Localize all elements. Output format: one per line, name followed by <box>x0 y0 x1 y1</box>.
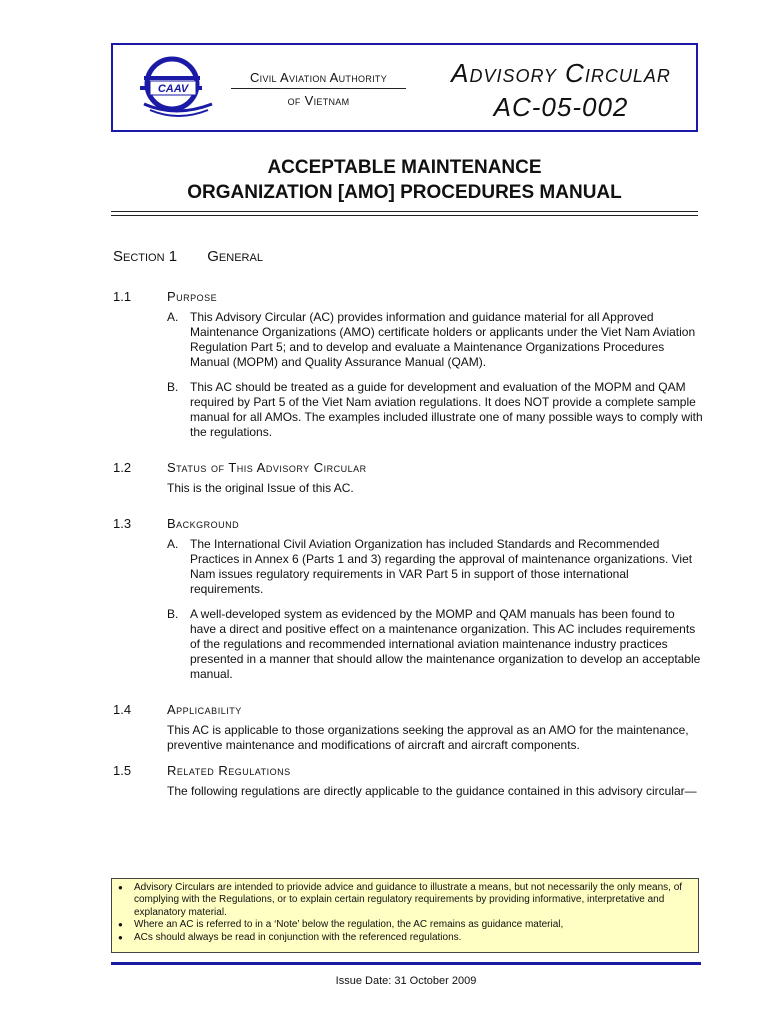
item-label: A. <box>167 537 179 551</box>
subsection-heading-1-2 <box>113 460 703 475</box>
advisory-circular-title: Advisory Circular <box>451 58 671 88</box>
section-heading <box>113 248 263 265</box>
authority-block <box>231 70 406 108</box>
bullet-icon: ● <box>118 883 123 892</box>
notice-bullet <box>118 882 692 919</box>
section-name: General <box>207 248 263 265</box>
subsection-number: 1.3 <box>113 516 132 531</box>
subsection-number: 1.1 <box>113 289 132 304</box>
authority-name: Civil Aviation Authority <box>231 70 406 89</box>
paragraph-item <box>167 310 703 370</box>
document-title-line2: ORGANIZATION [AMO] PROCEDURES MANUAL <box>187 182 622 203</box>
footer-divider <box>111 962 701 965</box>
subsection-title: Related Regulations <box>167 763 291 778</box>
subsection-title: Status of This Advisory Circular <box>167 460 367 475</box>
caav-logo-icon <box>136 56 216 122</box>
subsection-number: 1.2 <box>113 460 132 475</box>
subsection-title: Purpose <box>167 289 218 304</box>
title-divider <box>111 211 698 216</box>
item-text: The International Civil Aviation Organization has included Standards and Recommended Practices in Annex 6 (Parts 1 and 3) regarding the approval of maintenance organizations. Viet Nam issues regulatory requirements in VAR Part 5 in support of those international requirements. <box>190 537 693 596</box>
notice-text: ACs should always be read in conjunction with the referenced regulations. <box>134 931 462 943</box>
issue-date: Issue Date: 31 October 2009 <box>335 975 477 987</box>
header-box <box>111 43 698 132</box>
paragraph-text: The following regulations are directly applicable to the guidance contained in this advisory circular— <box>167 784 697 798</box>
item-label: B. <box>167 380 179 394</box>
subsection-number: 1.4 <box>113 702 132 717</box>
notice-bullet <box>118 932 692 944</box>
subsection-number: 1.5 <box>113 763 132 778</box>
document-body <box>113 289 703 809</box>
subsection-heading-1-5 <box>113 763 703 778</box>
item-label: A. <box>167 310 179 324</box>
bullet-icon: ● <box>118 920 123 930</box>
paragraph-item <box>167 537 703 597</box>
subsection-title: Background <box>167 516 240 531</box>
paragraph-text: This AC is applicable to those organizations seeking the approval as an AMO for the maintenance, preventive maintenance and modifications of aircraft and aircraft components. <box>167 723 689 752</box>
notice-bullet <box>118 919 692 931</box>
bullet-icon: ● <box>118 932 123 942</box>
section-number: Section 1 <box>113 248 178 265</box>
item-label: B. <box>167 607 179 621</box>
notice-text: Where an AC is referred to in a ‘Note’ below the regulation, the AC remains as guidance material, <box>134 919 564 931</box>
advisory-circular-number: AC-05-002 <box>493 92 629 122</box>
paragraph-item <box>167 380 703 440</box>
item-text: A well-developed system as evidenced by the MOMP and QAM manuals has been found to have a direct and positive effect on a maintenance organization. This AC includes requirements of the regulations and recommended international aviation maintenance industry practices presented in a manner that should allow the maintenance organization to develop an acceptable manual. <box>190 607 701 681</box>
subsection-heading-1-4 <box>113 702 703 717</box>
item-text: This Advisory Circular (AC) provides information and guidance material for all Approved Maintenance Organizations (AMO) certificate holders or applicants under the Viet Nam Aviation Regulation Part 5; and to develop and evaluate a Maintenance Organizations Procedures Manual (MOPM) and Quality Assurance Manual (QAM). <box>190 310 696 369</box>
paragraph-text: This is the original Issue of this AC. <box>167 481 354 495</box>
logo-text: CAAV <box>157 83 189 95</box>
advisory-notice-box <box>111 878 699 953</box>
authority-country: of Vietnam <box>287 93 350 108</box>
subsection-heading-1-1 <box>113 289 703 304</box>
subsection-title: Applicability <box>167 702 242 717</box>
notice-text: Advisory Circulars are intended to priovide advice and guidance to illustrate a means, but not necessarily the only means, of complying with the Regulations, or to explain certain regulatory requirements by providing informative, interpretative and explanatory material. <box>134 882 683 918</box>
document-title <box>111 155 698 205</box>
paragraph-item <box>167 607 703 682</box>
subsection-heading-1-3 <box>113 516 703 531</box>
document-title-line1: ACCEPTABLE MAINTENANCE <box>267 157 542 178</box>
item-text: This AC should be treated as a guide for development and evaluation of the MOPM and QAM required by Part 5 of the Viet Nam aviation regulations. It does NOT provide a complete sample manual for all AMOs. The examples included illustrate one of many possible ways to comply with the regulations. <box>190 380 703 439</box>
